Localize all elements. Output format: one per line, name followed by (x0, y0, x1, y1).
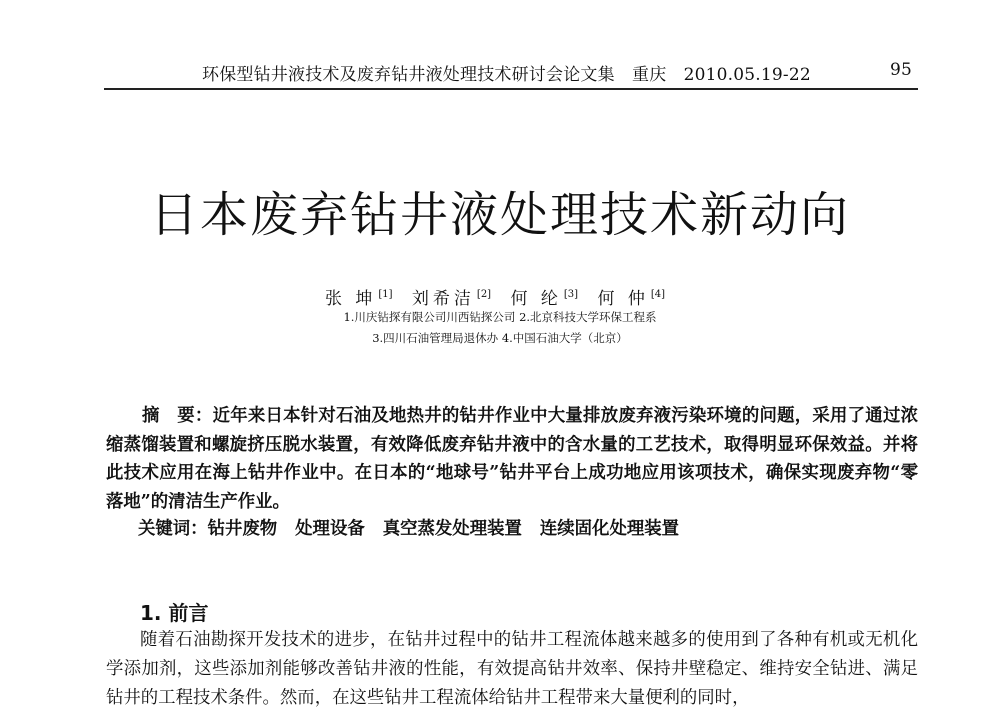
keywords (138, 514, 918, 539)
header-rule (104, 88, 918, 90)
author-ref: [3] (563, 289, 579, 301)
paper-title: 日本废弃钻井液处理技术新动向 (149, 187, 850, 243)
author-name: 何 纶 (510, 289, 562, 309)
author-name: 何 仲 (597, 289, 649, 309)
running-head-text: 环保型钻井液技术及废弃钻井液处理技术研讨会论文集 重庆 2010.05.19-22 (202, 65, 811, 85)
keyword: 处理设备 (295, 519, 365, 539)
keyword: 钻井废物 (207, 519, 278, 539)
running-head (106, 60, 918, 84)
author-ref: [2] (476, 289, 492, 301)
author-ref: [4] (650, 289, 666, 301)
affiliation-line: 1.川庆钻探有限公司川西钻探公司 2.北京科技大学环保工程系 (343, 310, 657, 324)
section-heading: 1. 前言 (140, 601, 209, 625)
abstract (106, 402, 918, 516)
author-ref: [1] (378, 289, 393, 301)
author-name: 张 坤 (324, 289, 377, 309)
keyword: 连续固化处理装置 (539, 519, 680, 539)
author-name: 刘希洁 (411, 289, 475, 309)
keyword: 真空蒸发处理装置 (382, 519, 522, 539)
affiliation-line: 3.四川石油管理局退休办 4.中国石油大学（北京） (372, 331, 628, 345)
abstract-text: 近年来日本针对石油及地热井的钻井作业中大量排放废弃液污染环境的问题，采用了通过浓缩蒸馏装置和螺旋挤压脱水装置，有效降低废弃钻井液中的含水量的工艺技术，取得明显环保效益。并将此技术应用在海上钻井作业中。在日本的“地球号”钻井平台上成功地应用该项技术，确保实现废弃物“零落地”的清洁生产作业。 (106, 406, 918, 512)
keywords-label: 关键词： (138, 519, 208, 539)
body-paragraph: 随着石油勘探开发技术的进步，在钻井过程中的钻井工程流体越来越多的使用到了各种有机或无机化学添加剂，这些添加剂能够改善钻井液的性能，有效提高钻井效率、保持井壁稳定、维持安全钻进、满足钻井的工程技术条件。然而，在这些钻井工程流体给钻井工程带来大量便利的同时， (106, 630, 918, 708)
page-number: 95 (889, 60, 912, 80)
author-list (0, 284, 1000, 309)
abstract-label: 摘 要： (142, 406, 213, 426)
